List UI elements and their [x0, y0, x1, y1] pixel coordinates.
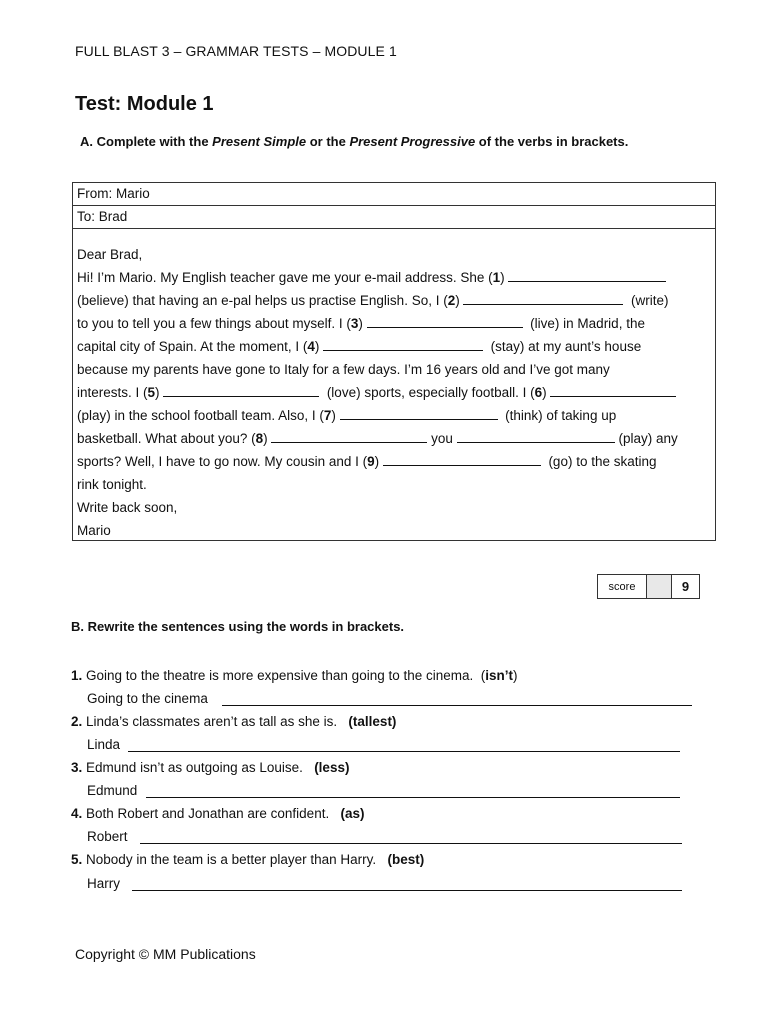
gap-number: 1: [492, 270, 501, 285]
score-label: score: [598, 575, 647, 598]
email-line-6: interests. I (5) (love) sports, especially football. I (6): [77, 383, 676, 403]
question-text: Edmund isn’t as outgoing as Louise.: [86, 760, 303, 775]
score-total: 9: [681, 579, 690, 594]
answer-line-2[interactable]: [128, 750, 680, 752]
gap-number: 6: [534, 385, 543, 400]
gap-5-blank[interactable]: [163, 383, 319, 397]
instruction-term-2: Present Progressive: [349, 134, 476, 149]
answer-line-5[interactable]: [132, 889, 682, 891]
email-box: [72, 182, 716, 541]
email-line-9: sports? Well, I have to go now. My cousin and I (9) (go) to the skating: [77, 454, 657, 469]
question-text: Linda’s classmates aren’t as tall as she is.: [86, 714, 338, 729]
text: (believe) that having an e-pal helps us practise English. So, I (: [77, 293, 448, 308]
text: capital city of Spain. At the moment, I (: [77, 339, 308, 354]
email-line-2: (believe) that having an e-pal helps us practise English. So, I (2) (write): [77, 293, 669, 308]
gap-9-blank[interactable]: [383, 452, 541, 466]
question-cue: (tallest): [348, 714, 397, 729]
instruction-term-1: Present Simple: [212, 134, 307, 149]
gap-number: 4: [307, 339, 315, 354]
email-to: To: Brad: [73, 206, 715, 229]
email-line-4: capital city of Spain. At the moment, I (4) (stay) at my aunt’s house: [77, 339, 642, 354]
email-line-5: because my parents have gone to Italy for a few days. I’m 16 years old and I’ve got many: [77, 362, 610, 377]
text: Hi! I’m Mario. My English teacher gave me your e-mail address. She (: [77, 270, 493, 285]
gap-8b-blank[interactable]: [457, 429, 615, 443]
instruction-prefix: A. Complete with the: [80, 134, 213, 149]
text: (go) to the skating: [548, 454, 657, 469]
text: (play) any: [618, 431, 678, 446]
question-text: Nobody in the team is a better player than Harry.: [86, 852, 377, 867]
question-cue: (as): [340, 806, 365, 821]
text: (write): [630, 293, 669, 308]
gap-number: 7: [323, 408, 332, 423]
question-cue: isn’t: [485, 668, 514, 683]
question-text: Going to the theatre is more expensive than going to the cinema.: [86, 668, 474, 683]
answer-line-4[interactable]: [140, 842, 682, 844]
email-signature: Mario: [77, 523, 111, 538]
text: you: [431, 431, 453, 446]
gap-8-blank[interactable]: [271, 429, 427, 443]
text: sports? Well, I have to go now. My cousin and I (: [77, 454, 368, 469]
instruction-suffix: of the verbs in brackets.: [475, 134, 629, 149]
email-from: From: Mario: [73, 183, 715, 206]
text: basketball. What about you? (: [77, 431, 256, 446]
gap-number: 9: [367, 454, 375, 469]
question-number: 2.: [71, 714, 83, 729]
answer-start-3: Edmund: [87, 783, 138, 798]
question-4: [71, 804, 364, 824]
text: (play) in the school football team. Also, I (: [77, 408, 324, 423]
email-greeting: Dear Brad,: [77, 247, 143, 262]
instruction-middle: or the: [306, 134, 350, 149]
text: (live) in Madrid, the: [530, 316, 645, 331]
question-number: 5.: [71, 852, 83, 867]
answer-start-1: Going to the cinema: [87, 691, 208, 706]
answer-start-5: Harry: [87, 876, 120, 891]
question-1: 1. Going to the theatre is more expensive than going to the cinema. (isn’t): [71, 668, 518, 683]
score-input-cell[interactable]: [647, 575, 672, 598]
email-line-7: (play) in the school football team. Also, I (7) (think) of taking up: [77, 408, 617, 423]
page-title: Test: Module 1: [75, 93, 214, 115]
question-number: 1.: [71, 668, 83, 683]
answer-start-4: Robert: [87, 829, 128, 844]
question-2: [71, 712, 396, 732]
text: (think) of taking up: [505, 408, 617, 423]
gap-number: 5: [147, 385, 156, 400]
text: (stay) at my aunt’s house: [490, 339, 642, 354]
email-line-3: to you to tell you a few things about myself. I (3) (live) in Madrid, the: [77, 316, 645, 331]
gap-number: 2: [447, 293, 456, 308]
gap-7-blank[interactable]: [340, 406, 498, 420]
answer-line-1[interactable]: [222, 704, 692, 706]
copyright-notice: Copyright © MM Publications: [75, 946, 256, 962]
text: (love) sports, especially football. I (: [326, 385, 535, 400]
gap-6-blank[interactable]: [550, 383, 676, 397]
text: interests. I (: [77, 385, 148, 400]
gap-number: 3: [350, 316, 359, 331]
question-number: 4.: [71, 806, 83, 821]
gap-number: 8: [255, 431, 264, 446]
question-5: [71, 850, 424, 870]
question-number: 3.: [71, 760, 83, 775]
email-closing: Write back soon,: [77, 500, 178, 515]
question-text: Both Robert and Jonathan are confident.: [86, 806, 330, 821]
page-header: FULL BLAST 3 – GRAMMAR TESTS – MODULE 1: [75, 43, 397, 59]
question-3: [71, 758, 349, 778]
text: to you to tell you a few things about myself. I (: [77, 316, 351, 331]
email-line-1: Hi! I’m Mario. My English teacher gave me your e-mail address. She (1): [77, 268, 666, 288]
answer-start-2: Linda: [87, 737, 121, 752]
gap-3-blank[interactable]: [367, 314, 523, 328]
section-a-instruction: [80, 134, 628, 149]
question-cue: (less): [314, 760, 350, 775]
gap-4-blank[interactable]: [323, 337, 483, 351]
section-b-instruction: B. Rewrite the sentences using the words in brackets.: [71, 619, 405, 634]
score-box: [597, 574, 700, 599]
answer-line-3[interactable]: [146, 796, 680, 798]
email-line-8: basketball. What about you? (8) you (play) any: [77, 431, 678, 446]
question-cue: (best): [387, 852, 425, 867]
gap-1-blank[interactable]: [508, 268, 666, 282]
gap-2-blank[interactable]: [463, 291, 623, 305]
email-line-10: rink tonight.: [77, 477, 147, 492]
